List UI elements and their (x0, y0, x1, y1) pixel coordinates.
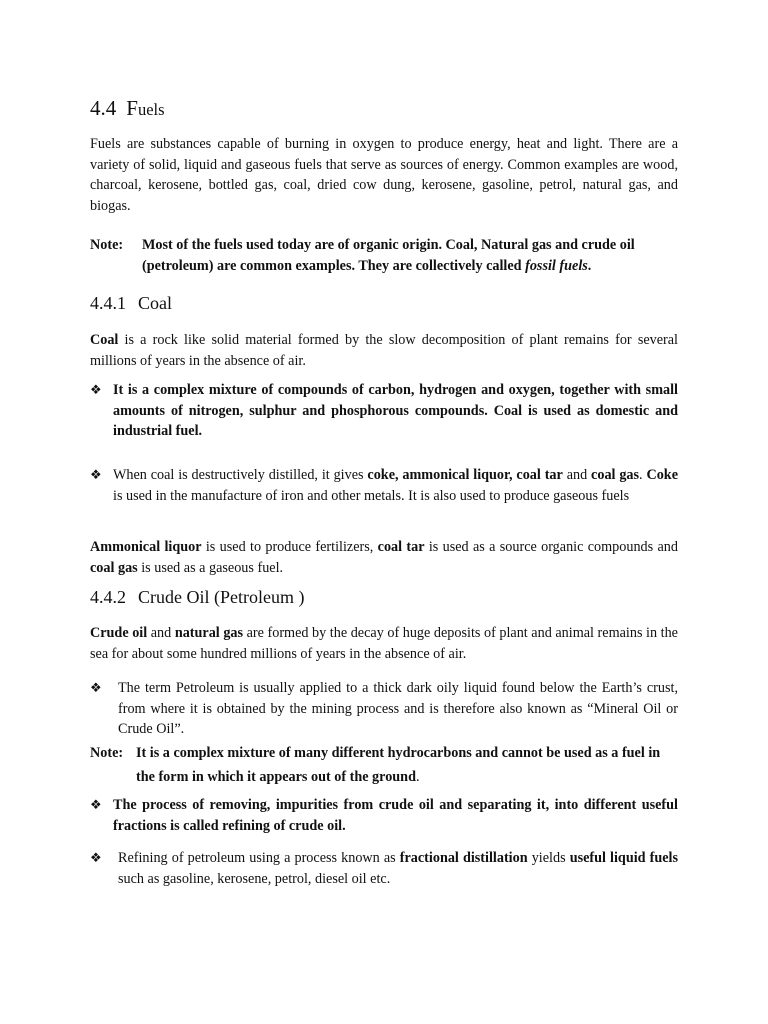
note-hydrocarbons: Note: It is a complex mixture of many different hydrocarbons and cannot be used as a fuel in the form in which it appears out of the ground. (90, 745, 661, 785)
fuels-intro-paragraph: Fuels are substances capable of burning in oxygen to produce energy, heat and light. There are a variety of solid, liquid and gaseous fuels that serve as sources of energy. Common examples are wood, charcoal, kerosene, bottled gas, coal, dried cow dung, kerosene, gasoline, petrol, natural gas, and biogas. (90, 136, 678, 214)
bullet-fractional-distillation: ❖ Refining of petroleum using a process known as fractional distillation yields useful liquid fuels such as gasoline, kerosene, petrol, diesel oil etc. (90, 850, 679, 887)
coal-paragraph: Coal is a rock like solid material formed by the slow decomposition of plant remains for several millions of years in the absence of air. (90, 332, 678, 369)
note-fossil-fuels: Note: Most of the fuels used today are of organic origin. Coal, Natural gas and crude oil (petroleum) are common examples. They are collectively called fossil fuels. (90, 237, 635, 274)
diamond-bullet-icon: ❖ (90, 467, 102, 482)
crude-oil-paragraph: Crude oil and natural gas are formed by the decay of huge deposits of plant and animal remains in the sea for about some hundred millions of years in the absence of air. (90, 625, 678, 662)
section-heading-4-4-2: 4.4.2 Crude Oil (Petroleum ) (90, 587, 305, 607)
bullet-coal-distillation: ❖ When coal is destructively distilled, it gives coke, ammonical liquor, coal tar and coal gas. Coke is used in the manufacture of iron and other metals. It is also used to produce gaseous fuels (90, 467, 678, 504)
section-heading-4-4: 4.4 Fuels (90, 96, 165, 120)
coal-products-paragraph: Ammonical liquor is used to produce fertilizers, coal tar is used as a source organic compounds and coal gas is used as a gaseous fuel. (90, 539, 678, 576)
bullet-coal-composition: ❖ It is a complex mixture of compounds of carbon, hydrogen and oxygen, together with small amounts of nitrogen, sulphur and phosphorous compounds. Coal is used as domestic and industrial fuel. (90, 382, 678, 440)
section-heading-4-4-1: 4.4.1 Coal (90, 293, 172, 313)
bullet-refining-definition: ❖ The process of removing, impurities from crude oil and separating it, into different useful fractions is called refining of crude oil. (90, 797, 678, 834)
diamond-bullet-icon: ❖ (90, 850, 102, 865)
diamond-bullet-icon: ❖ (90, 680, 102, 695)
diamond-bullet-icon: ❖ (90, 797, 102, 812)
section-title: Fuels (126, 96, 165, 120)
diamond-bullet-icon: ❖ (90, 382, 102, 397)
bullet-petroleum-term: ❖ The term Petroleum is usually applied to a thick dark oily liquid found below the Earth’s crust, from where it is obtained by the mining process and is therefore also known as “Mineral Oil or Crude Oil”. (90, 680, 678, 738)
